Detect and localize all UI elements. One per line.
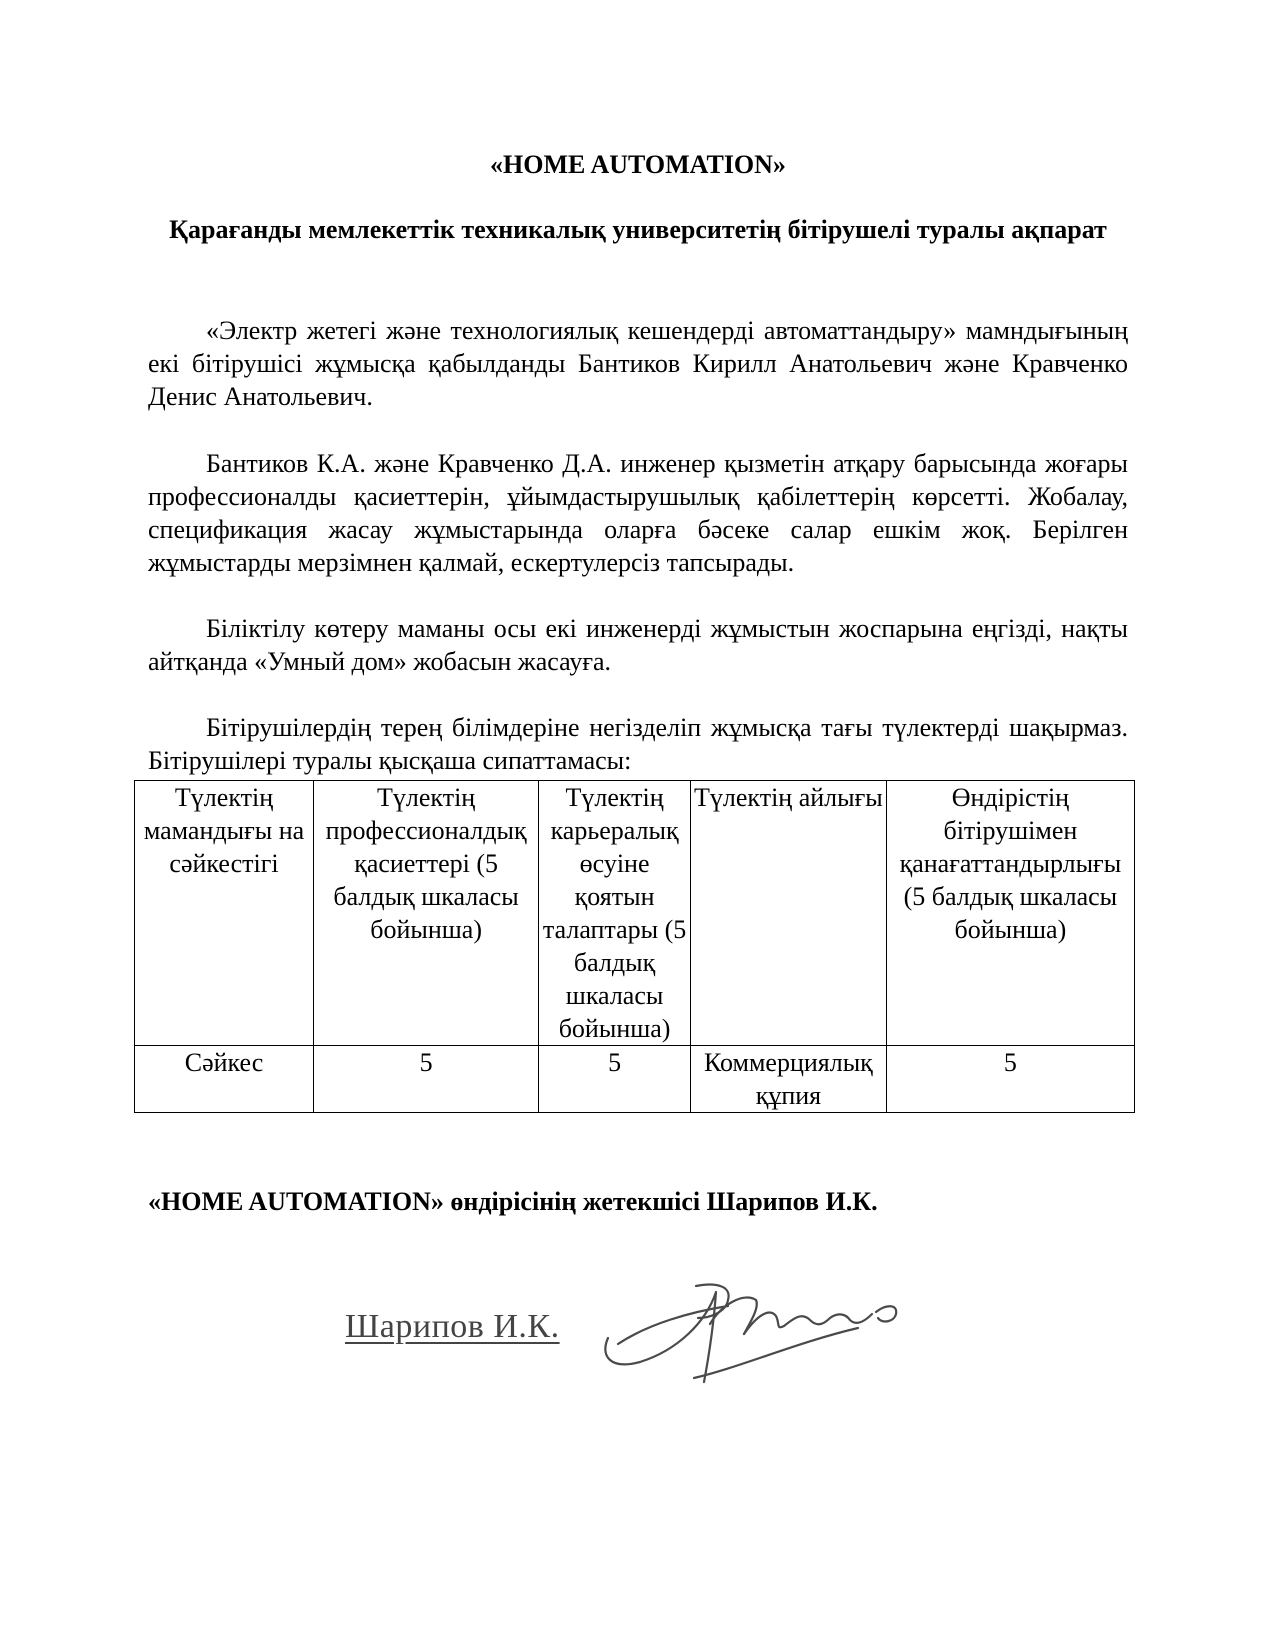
- paragraph-project: Біліктілу көтеру маманы осы екі инженерді жұмыстын жоспарына еңгізді, нақты айтқанда «Умный дом» жобасын жасауға.: [148, 614, 1128, 676]
- header-professional-qualities: Түлектің профессионалдық қасиеттері (5 балдық шкаласы бойынша): [314, 781, 539, 1046]
- header-employer-satisfaction: Өндірістің бітірушімен қанағаттандырлығы (5 балдық шкаласы бойынша): [886, 781, 1134, 1046]
- cell-employer-satisfaction: 5: [886, 1046, 1134, 1113]
- graduate-assessment-table: [134, 780, 1135, 1113]
- cell-salary: Коммерциялық құпия: [691, 1046, 887, 1113]
- paragraph-summary: Бітірушілердің терең білімдеріне негізделіп жұмысқа тағы түлектерді шақырмаз. Бітірушілері туралы қысқаша сипаттамасы:: [148, 713, 1128, 775]
- header-salary: Түлектің айлығы: [691, 781, 887, 1046]
- paragraph-hiring: «Электр жетегі және технологиялық кешендерді автоматтандыру» мамндығының екі бітірушісі жұмысқа қабылданды Бантиков Кирилл Анатольевич және Кравченко Денис Анатольевич.: [148, 316, 1128, 411]
- header-specialty-match: Түлектің мамандығы на сәйкестігі: [135, 781, 314, 1046]
- handwritten-signature: [598, 1278, 918, 1388]
- table-header-row: [135, 781, 1135, 1046]
- paragraph-qualities: Бантиков К.А. және Кравченко Д.А. инженер қызметін атқару барысында жоғары профессионалды қасиеттерін, ұйымдастырушылық қабілеттерің көрсетті. Жобалау, спецификация жасау жұмыстарында оларға бәсеке салар ешкім жоқ. Берілген жұмыстарды мерзімнен қалмай, ескертулерсіз тапсырады.: [148, 449, 1128, 577]
- table-row: [135, 1046, 1135, 1113]
- cell-career-requirements: 5: [539, 1046, 691, 1113]
- cell-professional-qualities: 5: [314, 1046, 539, 1113]
- document-subtitle: Қарағанды мемлекеттік техникалық университетің бітірушелі туралы ақпарат: [169, 215, 1107, 244]
- stamped-name: Шарипов И.К.: [345, 1308, 560, 1345]
- manager-signature-line: «HOME AUTOMATION» өндірісінің жетекшісі Шарипов И.К.: [148, 1187, 878, 1216]
- document-title: «HOME AUTOMATION»: [490, 150, 786, 179]
- cell-specialty-match: Сәйкес: [135, 1046, 314, 1113]
- header-career-requirements: Түлектің карьералық өсуіне қоятын талаптары (5 балдық шкаласы бойынша): [539, 781, 691, 1046]
